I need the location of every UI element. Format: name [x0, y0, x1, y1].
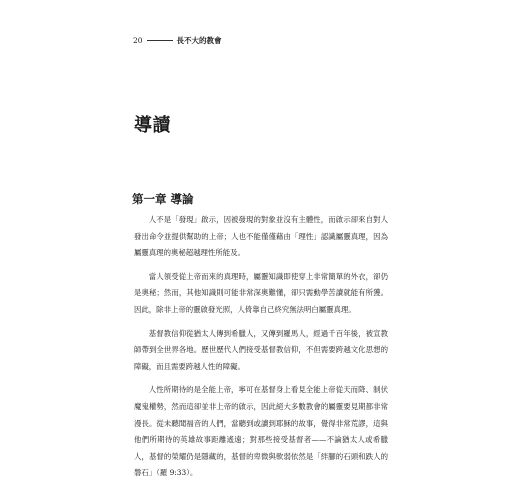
header-rule	[147, 40, 173, 41]
paragraph: 當人領受從上帝而來的真理時，屬靈知識即使穿上非常簡單的外衣，卻仍是奧秘；然而，其他知識則可能非常深奧難懂，卻只需動學苦讀就能有所獲。因此，除非上帝的靈啟發光照，人倚靠自己終究無法明白屬靈真理。	[134, 271, 388, 314]
running-header-title: 長不大的教會	[176, 35, 222, 45]
chapter-title: 第一章 導論	[132, 192, 194, 206]
section-title: 導讀	[134, 115, 171, 136]
body-text	[134, 212, 388, 489]
paragraph: 人性所期待的是全能上帝，寧可在基督身上看見全能上帝從天而降、制伏魔鬼權勢，然而這卻並非上帝的啟示，因此絕大多數教會的屬靈要見期都非常漫長。從未聽聞福音的人們，當聽到或讀到耶穌的故事，覺得非常荒謬，這與他們所期待的英雄故事距離遙遠；對那些接受基督者——不論猶太人或希臘人，基督的榮耀仍是隱藏的，基督的卑微與軟弱依然是「絆腳的石頭和跌人的磐石」（羅 9:33）。	[134, 385, 388, 478]
paragraph: 人不是「發現」啟示，因被發現的對象並沒有主體性，而啟示卻來自對人發出命令並提供幫助的上帝；人也不能僅僅藉由「理性」認識屬靈真理，因為屬靈真理的奧秘超越理性所能及。	[134, 215, 388, 258]
paragraph: 基督教信仰從猶太人傳到希臘人，又傳到羅馬人，經過千百年後，被宣教師帶到全世界各地。歷世歷代人們接受基督教信仰，不但需要跨越文化思想的障礙，而且需要跨越人性的障礙。	[134, 328, 388, 371]
running-header	[133, 33, 222, 47]
page-number: 20	[133, 35, 143, 45]
